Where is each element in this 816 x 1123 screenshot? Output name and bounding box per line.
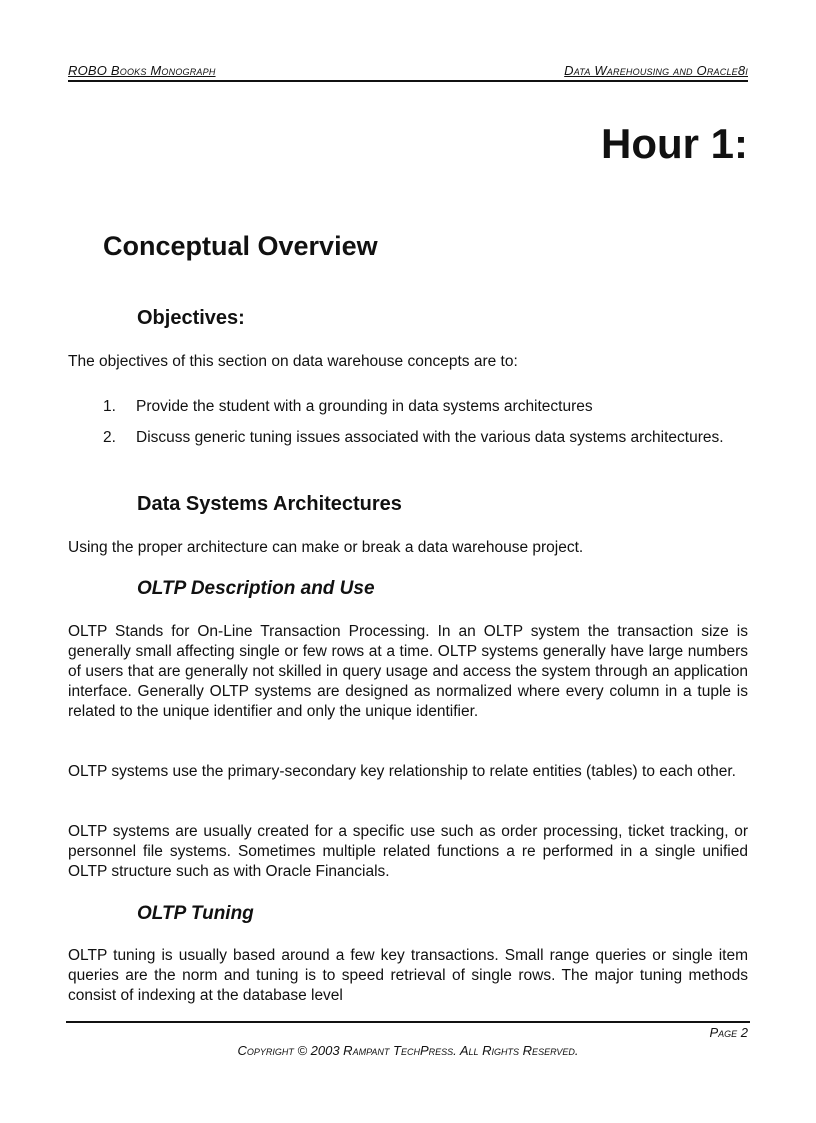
- header-book-series: ROBO Books Monograph: [68, 63, 216, 78]
- copyright-notice: Copyright © 2003 Rampant TechPress. All Rights Reserved.: [237, 1043, 579, 1058]
- chapter-number: Hour 1:: [601, 120, 748, 167]
- oltp-description-paragraph-3: OLTP systems are usually created for a specific use such as order processing, ticket tracking, or personnel file systems. Sometimes multiple related functions a re performed in a single unified OLTP structure such as with Oracle Financials.: [68, 823, 748, 880]
- objective-item-text: Provide the student with a grounding in data systems architectures: [136, 398, 593, 415]
- architectures-heading: Data Systems Architectures: [137, 493, 402, 515]
- page-number: Page 2: [709, 1025, 748, 1040]
- oltp-tuning-heading: OLTP Tuning: [137, 903, 254, 924]
- oltp-tuning-paragraph: OLTP tuning is usually based around a few key transactions. Small range queries or single item queries are the norm and tuning is to speed retrieval of single rows. The major tuning methods consist of indexing at the database level: [68, 947, 748, 1004]
- footer-rule: [66, 1021, 750, 1023]
- oltp-description-paragraph-2: OLTP systems use the primary-secondary key relationship to relate entities (tables) to each other.: [68, 763, 736, 780]
- objective-item-2: [103, 428, 748, 448]
- objective-item-1: [103, 397, 748, 417]
- objective-item-number: 2.: [103, 429, 116, 446]
- running-header: [68, 63, 748, 82]
- objective-item-number: 1.: [103, 398, 116, 415]
- oltp-description-heading: OLTP Description and Use: [137, 578, 375, 599]
- chapter-title: Conceptual Overview: [103, 231, 378, 261]
- oltp-description-paragraph-1: OLTP Stands for On-Line Transaction Processing. In an OLTP system the transaction size is generally small affecting single or few rows at a time. OLTP systems generally have large numbers of users that are generally not skilled in query usage and access the system through an application interface. Generally OLTP systems are designed as normalized where every column in a tuple is related to the unique identifier and only the unique identifier.: [68, 623, 748, 720]
- objectives-heading: Objectives:: [137, 307, 245, 329]
- objectives-intro: The objectives of this section on data warehouse concepts are to:: [68, 353, 518, 370]
- objective-item-text: Discuss generic tuning issues associated with the various data systems architectures.: [136, 429, 724, 446]
- header-book-title: Data Warehousing and Oracle8i: [564, 63, 748, 78]
- architectures-text: Using the proper architecture can make or break a data warehouse project.: [68, 539, 584, 556]
